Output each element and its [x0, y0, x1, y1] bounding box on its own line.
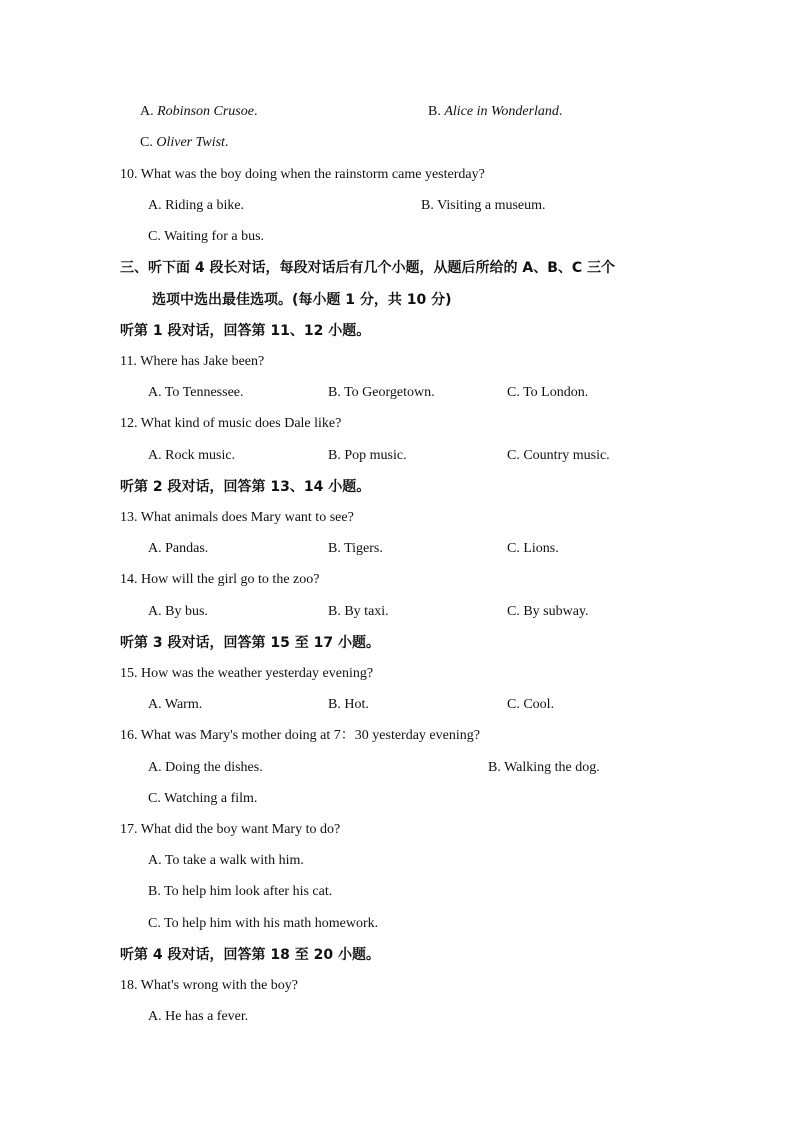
q10-option-c: C. Waiting for a bus. [148, 229, 265, 244]
q14-option-a: A. By bus. [148, 604, 208, 619]
q12-option-a: A. Rock music. [148, 448, 236, 463]
q12-option-c: C. Country music. [507, 448, 610, 463]
q16-question: 16. What was Mary's mother doing at 7：30 yesterday evening? [120, 728, 480, 743]
q18-question: 18. What's wrong with the boy? [120, 978, 299, 993]
q11-option-c: C. To London. [507, 385, 589, 400]
q14-option-c: C. By subway. [507, 604, 589, 619]
dialog3-title: 听第 3 段对话，回答第 15 至 17 小题。 [120, 635, 380, 651]
q10-option-a: A. Riding a bike. [148, 198, 245, 213]
q17-question: 17. What did the boy want Mary to do? [120, 822, 341, 837]
q10-question: 10. What was the boy doing when the rainstorm came yesterday? [120, 167, 485, 182]
dialog4-title: 听第 4 段对话，回答第 18 至 20 小题。 [120, 947, 380, 963]
q9-option-c: C. Oliver Twist. [140, 135, 229, 150]
q9-option-c-title: Oliver Twist [156, 135, 225, 150]
q16-option-c: C. Watching a film. [148, 791, 258, 806]
section3-heading-line1: 三、听下面 4 段长对话，每段对话后有几个小题，从题后所给的 A、B、C 三个 [120, 260, 616, 276]
q17-option-a: A. To take a walk with him. [148, 853, 304, 868]
q9-option-b: B. Alice in Wonderland. [428, 104, 563, 119]
q13-option-a: A. Pandas. [148, 541, 209, 556]
q11-option-b: B. To Georgetown. [328, 385, 435, 400]
q16-option-b: B. Walking the dog. [488, 760, 600, 775]
q15-option-a: A. Warm. [148, 697, 203, 712]
q15-option-b: B. Hot. [328, 697, 369, 712]
q12-question: 12. What kind of music does Dale like? [120, 416, 342, 431]
q13-option-b: B. Tigers. [328, 541, 383, 556]
q16-option-a: A. Doing the dishes. [148, 760, 263, 775]
q15-option-c: C. Cool. [507, 697, 555, 712]
dialog2-title: 听第 2 段对话，回答第 13、14 小题。 [120, 479, 371, 495]
q12-option-b: B. Pop music. [328, 448, 407, 463]
section3-heading-line2: 选项中选出最佳选项。(每小题 1 分，共 10 分) [152, 292, 452, 308]
q17-option-b: B. To help him look after his cat. [148, 884, 333, 899]
q18-option-a: A. He has a fever. [148, 1009, 249, 1024]
q11-option-a: A. To Tennessee. [148, 385, 244, 400]
q14-option-b: B. By taxi. [328, 604, 389, 619]
q9-option-a: A. Robinson Crusoe. [140, 104, 258, 119]
dialog1-title: 听第 1 段对话，回答第 11、12 小题。 [120, 323, 371, 339]
q17-option-c: C. To help him with his math homework. [148, 916, 379, 931]
q13-option-c: C. Lions. [507, 541, 559, 556]
q11-question: 11. Where has Jake been? [120, 354, 265, 369]
q10-option-b: B. Visiting a museum. [421, 198, 546, 213]
q15-question: 15. How was the weather yesterday evening? [120, 666, 374, 681]
q13-question: 13. What animals does Mary want to see? [120, 510, 354, 525]
q14-question: 14. How will the girl go to the zoo? [120, 572, 320, 587]
q9-option-b-title: Alice in Wonderland [444, 104, 559, 119]
q9-option-a-title: Robinson Crusoe [157, 104, 254, 119]
